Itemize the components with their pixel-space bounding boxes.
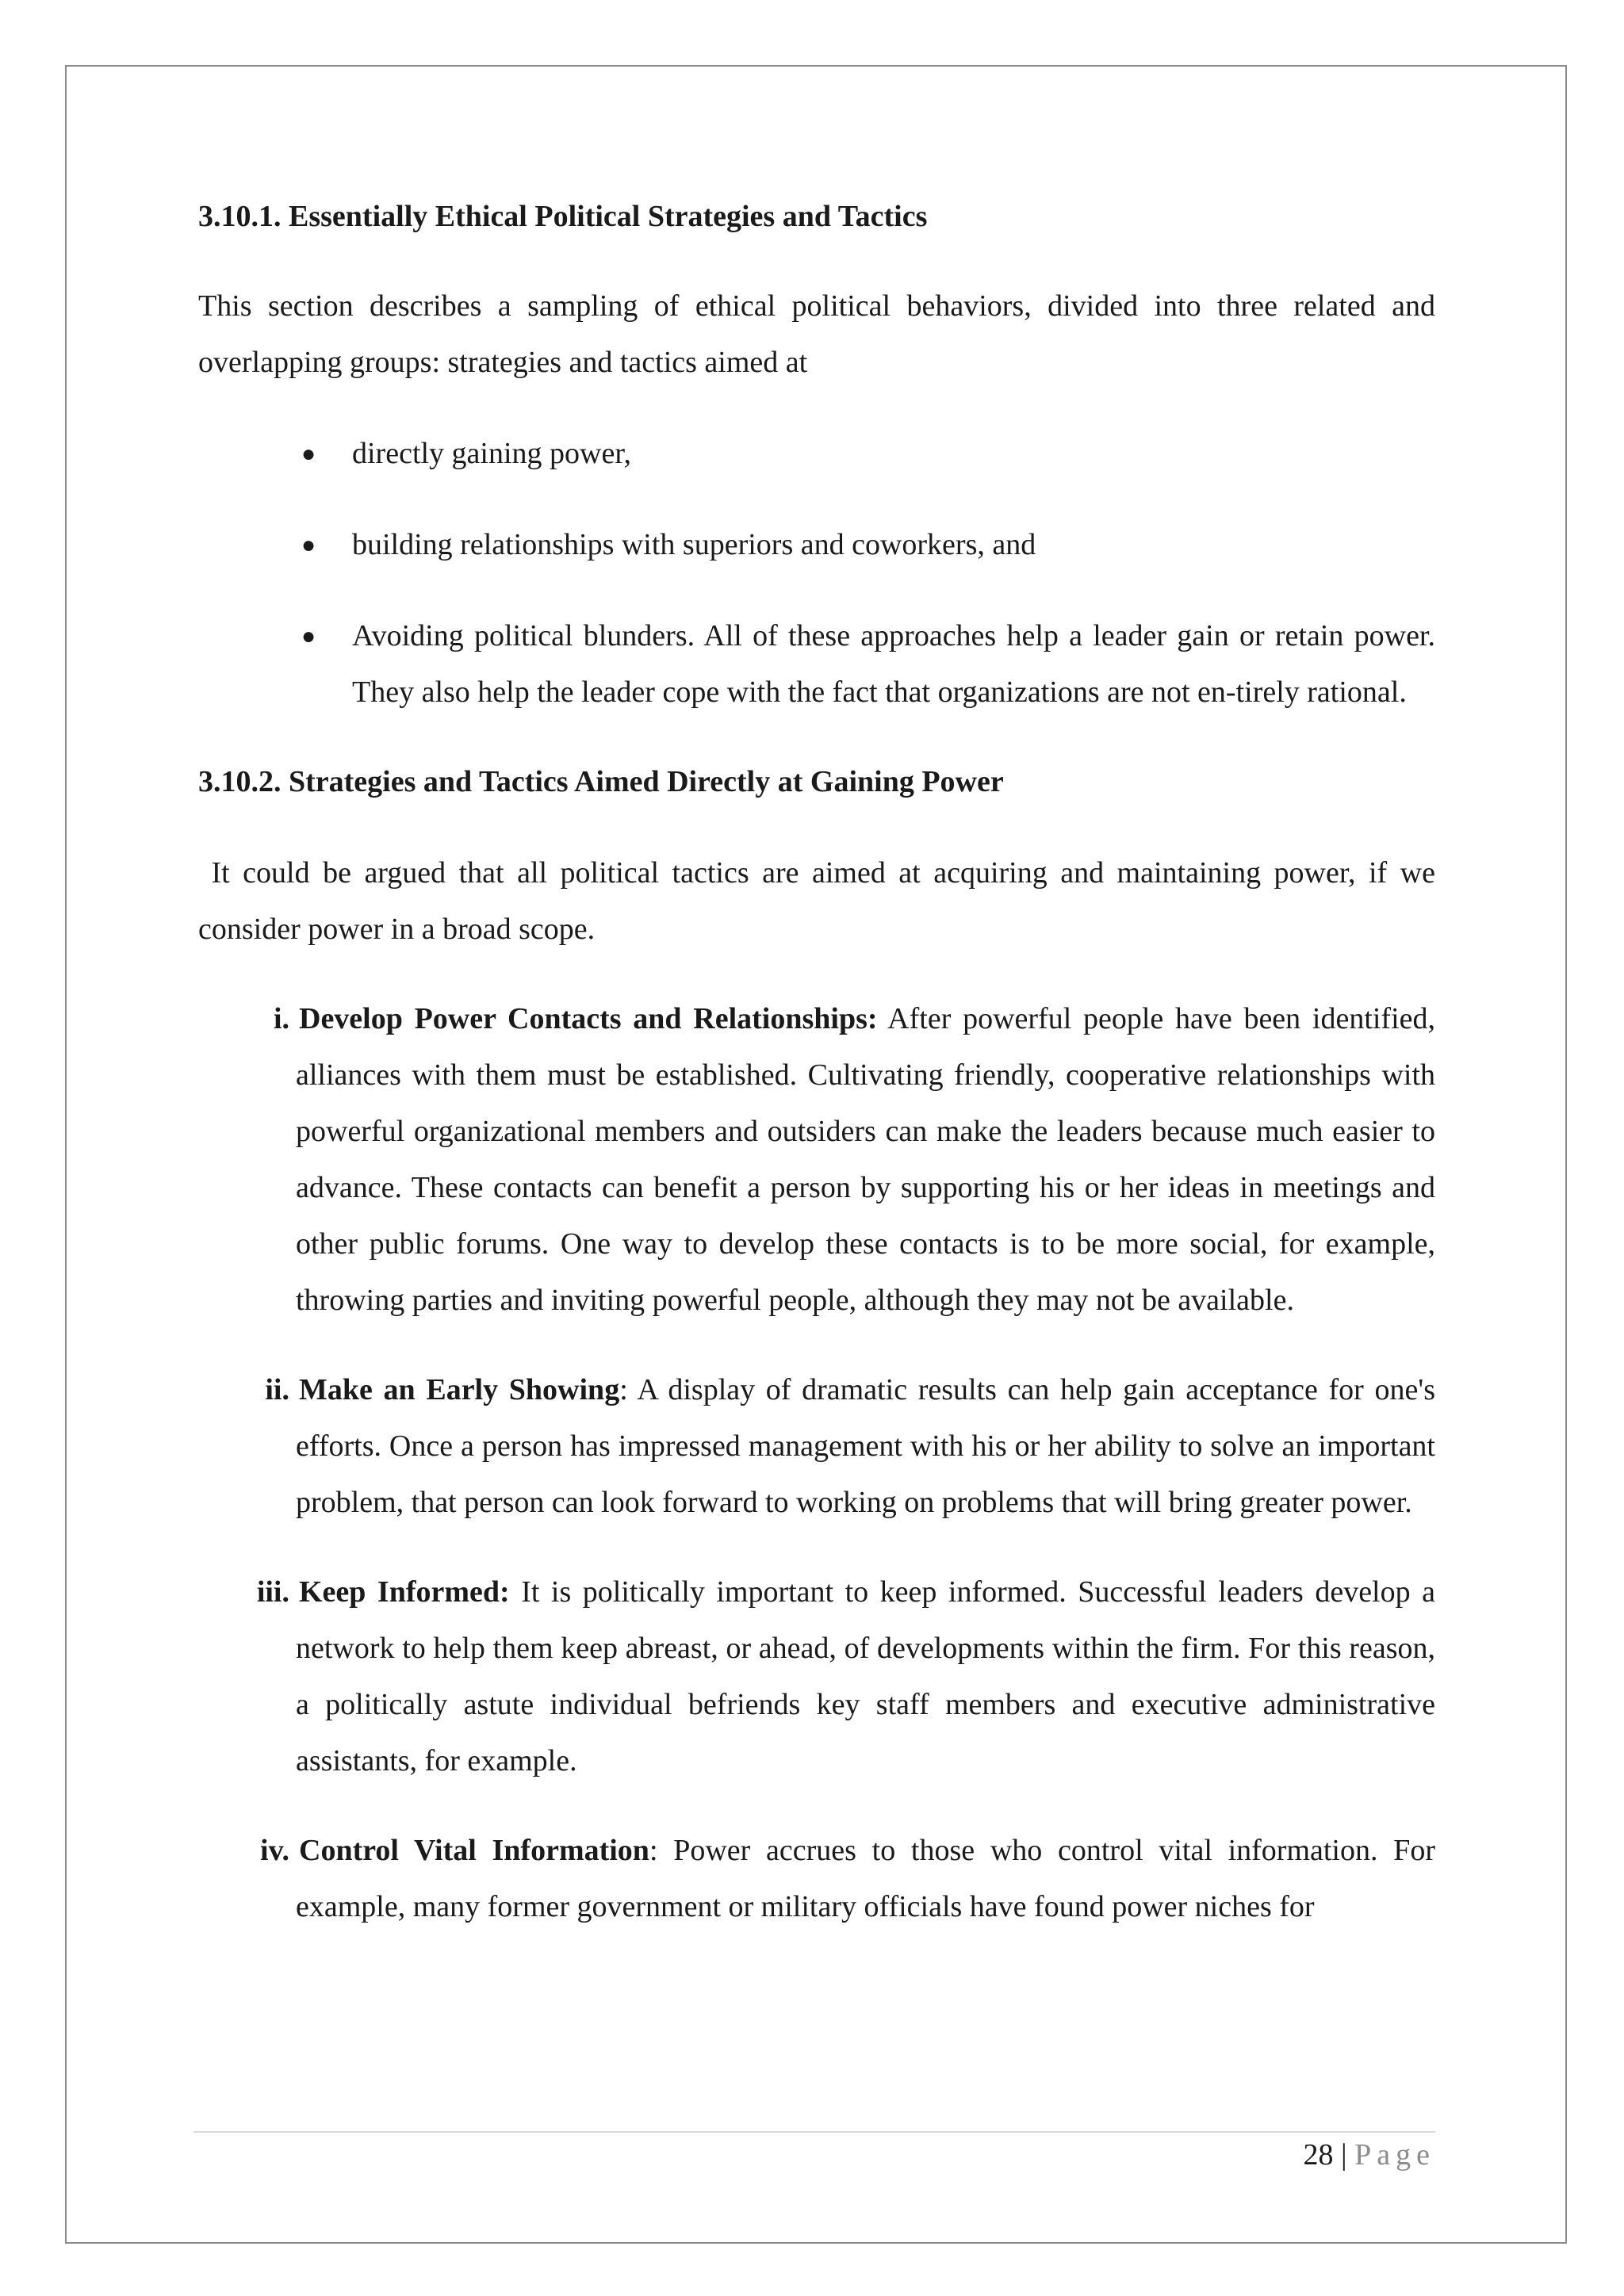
section-intro-paragraph: It could be argued that all political tactics are aimed at acquiring and maintaining power, if we consider power in a broad scope. xyxy=(198,856,1443,946)
bullet-icon: ● xyxy=(301,441,316,467)
item-title: Make an Early Showing xyxy=(299,1373,620,1406)
item-number: iii. xyxy=(256,1575,289,1609)
page-label: Page xyxy=(1354,2138,1435,2172)
item-number: iv. xyxy=(260,1834,289,1867)
page-number: 28 xyxy=(1303,2138,1334,2172)
list-item xyxy=(198,1823,1435,1935)
bullet-icon: ● xyxy=(301,532,316,558)
item-title: Keep Informed: xyxy=(299,1575,510,1609)
item-text: After powerful people have been identified, alliances with them must be established. Cultivating friendly, cooperative relationships with powerful organizational members and outsiders can make the leaders because much easier to advance. These contacts can benefit a person by supporting his or her ideas in meetings and other public forums. One way to develop these contacts is to be more social, for example, throwing parties and inviting powerful people, although they may not be available. xyxy=(296,1002,1436,1317)
page-footer xyxy=(1304,2133,1435,2177)
list-item xyxy=(198,1564,1435,1789)
list-item xyxy=(198,426,1435,482)
bullet-text: Avoiding political blunders. All of these approaches help a leader gain or retain power. They also help the leader cope with the fact that organizations are not en-tirely rational. xyxy=(352,619,1435,709)
footer-divider xyxy=(193,2131,1435,2133)
item-number: i. xyxy=(273,1002,289,1035)
bullet-text: building relationships with superiors and coworkers, and xyxy=(352,528,1036,561)
document-body xyxy=(198,189,1443,1935)
item-title: Develop Power Contacts and Relationships: xyxy=(299,1002,878,1035)
item-title: Control Vital Information xyxy=(299,1834,649,1867)
list-item xyxy=(198,1362,1435,1531)
list-item xyxy=(198,517,1435,573)
section-heading-3-10-2: 3.10.2. Strategies and Tactics Aimed Directly at Gaining Power xyxy=(198,765,1004,798)
section-heading-3-10-1: 3.10.1. Essentially Ethical Political Strategies and Tactics xyxy=(198,200,928,233)
bullet-text: directly gaining power, xyxy=(352,437,631,470)
list-item xyxy=(198,608,1435,721)
numbered-list xyxy=(198,991,1435,1935)
section-intro-paragraph: This section describes a sampling of ethical political behaviors, divided into three related and overlapping groups: strategies and tactics aimed at xyxy=(198,289,1435,379)
bullet-icon: ● xyxy=(301,623,316,649)
item-number: ii. xyxy=(265,1373,289,1406)
item-text: It is politically important to keep informed. Successful leaders develop a network to help them keep abreast, or ahead, of developments within the firm. For this reason, a politically astute individual befriends key staff members and executive administrative assistants, for example. xyxy=(296,1575,1435,1777)
footer-separator: | xyxy=(1341,2138,1347,2172)
list-item xyxy=(198,991,1435,1329)
bullet-list xyxy=(198,426,1435,721)
item-text: : Power accrues to those who control vital information. For example, many former government or military officials have found power niches for xyxy=(296,1834,1435,1923)
item-text: : A display of dramatic results can help gain acceptance for one's efforts. Once a person has impressed management with his or her ability to solve an important problem, that person can look forward to working on problems that will bring greater power. xyxy=(296,1373,1435,1519)
